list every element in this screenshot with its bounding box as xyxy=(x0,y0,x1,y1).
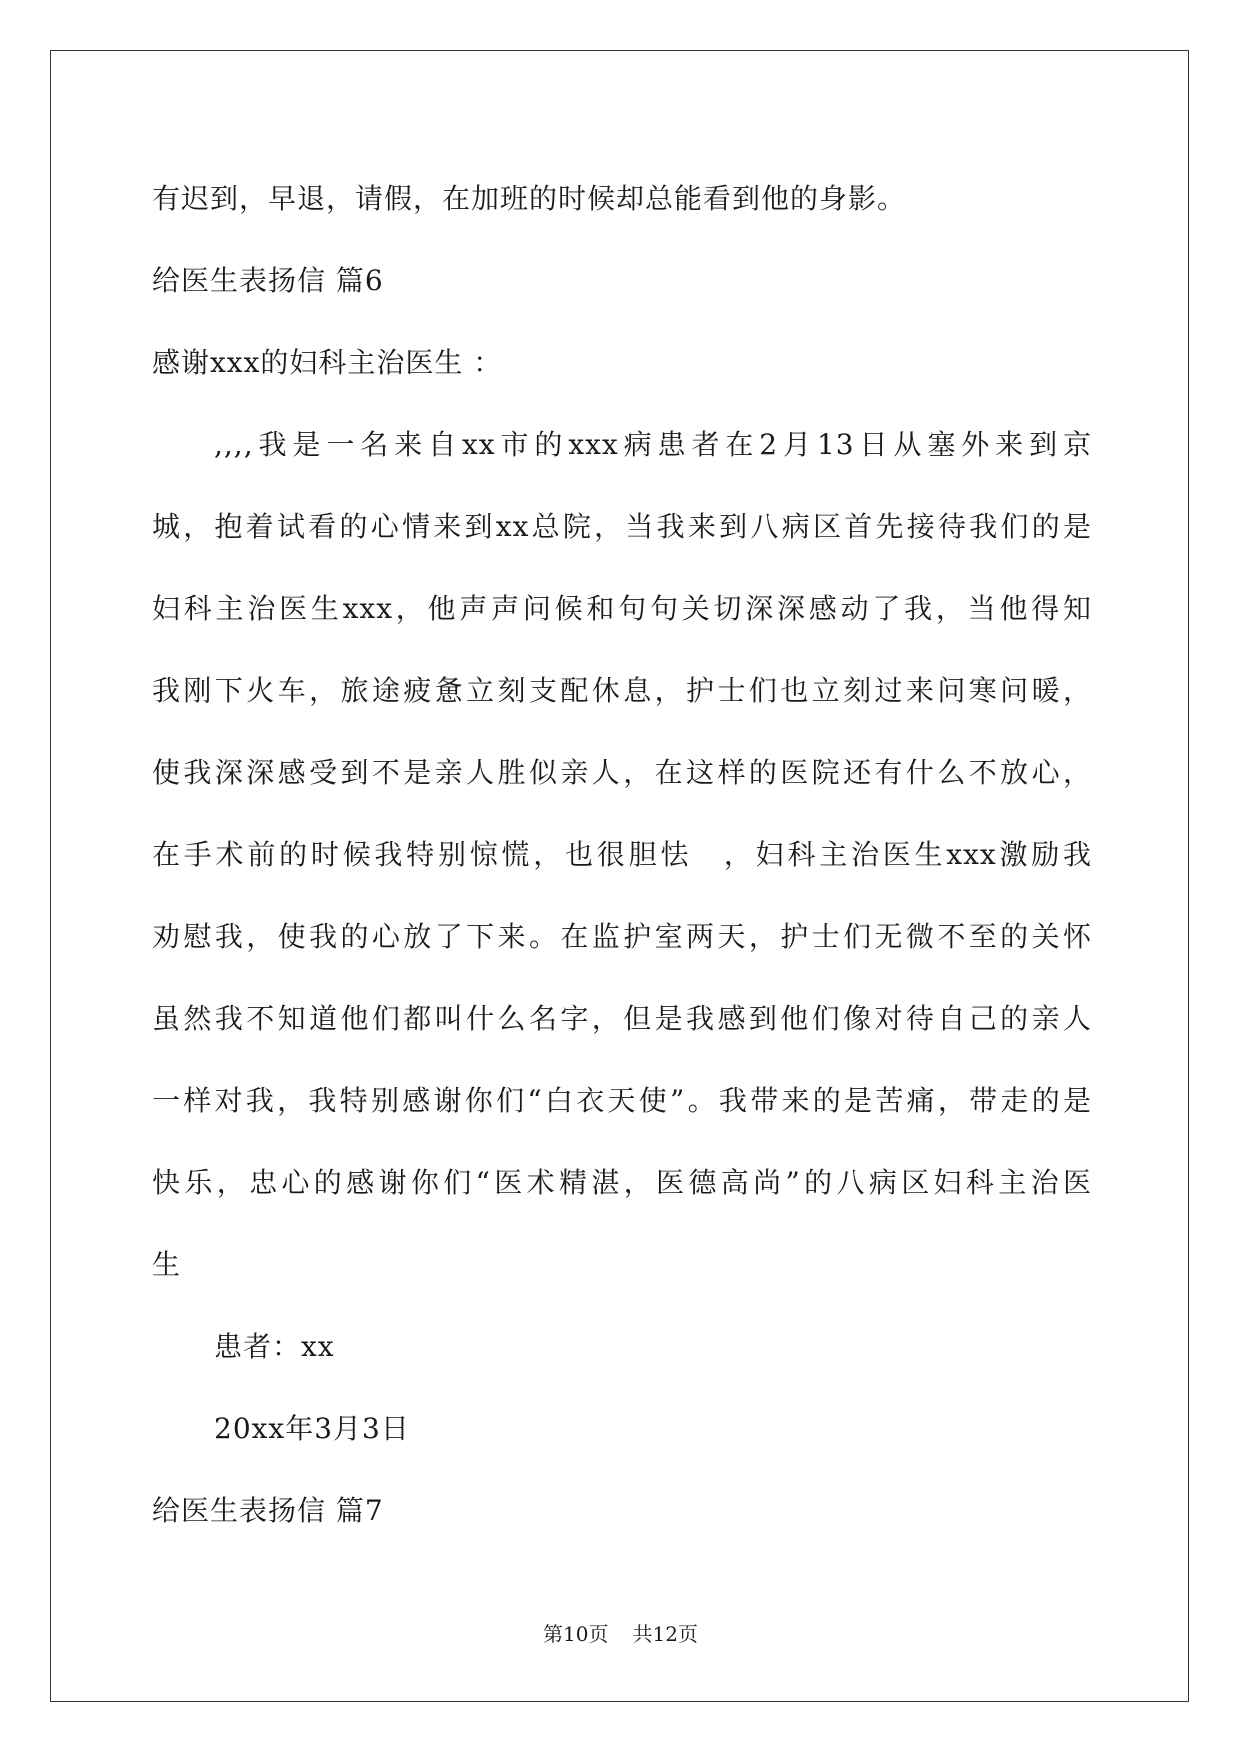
document-body xyxy=(152,158,1092,1552)
page-total: 共12页 xyxy=(632,1622,698,1646)
section-heading: 给医生表扬信 篇6 xyxy=(152,264,384,297)
body-line: 有迟到，早退，请假，在加班的时候却总能看到他的身影。 xyxy=(152,182,907,215)
body-line: 妇科主治医生xxx，他声声问候和句句关切深深感动了我，当他得知 xyxy=(152,592,1092,625)
body-line: ,,,,我是一名来自xx市的xxx病患者在2月13日从塞外来到京 xyxy=(214,428,1092,461)
section-heading: 给医生表扬信 篇7 xyxy=(152,1494,384,1527)
letter-date: 20xx年3月3日 xyxy=(214,1412,410,1445)
body-line: 使我深深感受到不是亲人胜似亲人，在这样的医院还有什么不放心， xyxy=(152,756,1092,789)
page-number: 第10页 xyxy=(543,1622,609,1646)
body-line: 生 xyxy=(152,1248,182,1281)
page-footer xyxy=(0,1622,1241,1646)
body-line: 在手术前的时候我特别惊慌，也很胆怯 ，妇科主治医生xxx激励我 xyxy=(152,838,1092,871)
body-line: 城，抱着试看的心情来到xx总院，当我来到八病区首先接待我们的是 xyxy=(152,510,1092,543)
letter-signature: 患者：xx xyxy=(214,1330,335,1363)
body-line: 虽然我不知道他们都叫什么名字，但是我感到他们像对待自己的亲人 xyxy=(152,1002,1092,1035)
body-line: 快乐，忠心的感谢你们“医术精湛，医德高尚”的八病区妇科主治医 xyxy=(152,1166,1092,1199)
body-line: 一样对我，我特别感谢你们“白衣天使”。我带来的是苦痛，带走的是 xyxy=(152,1084,1092,1117)
letter-salutation: 感谢xxx的妇科主治医生 ： xyxy=(152,346,503,379)
body-line: 我刚下火车，旅途疲惫立刻支配休息，护士们也立刻过来问寒问暖， xyxy=(152,674,1092,707)
body-line: 劝慰我，使我的心放了下来。在监护室两天，护士们无微不至的关怀 xyxy=(152,920,1092,953)
